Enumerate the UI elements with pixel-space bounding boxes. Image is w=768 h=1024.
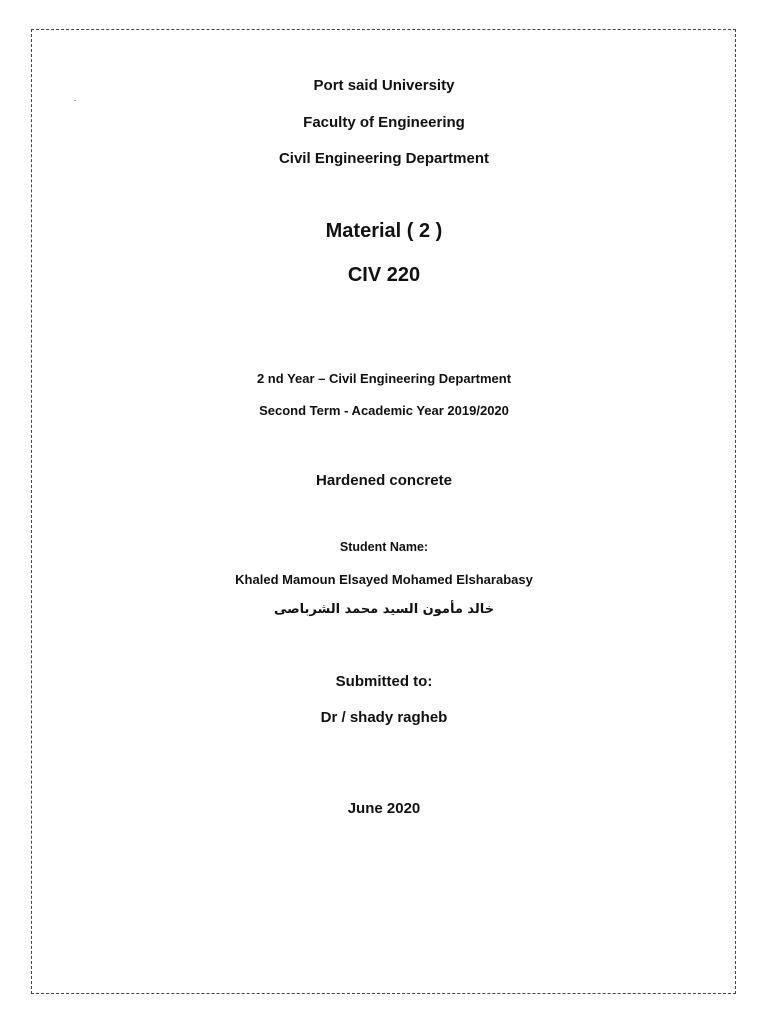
year-line: 2 nd Year – Civil Engineering Department [256,371,512,386]
instructor-name: Dr / shady ragheb [320,709,448,726]
page-border [31,29,736,994]
submitted-to-label: Submitted to: [335,673,433,690]
course-code: CIV 220 [347,264,421,286]
department-name: Civil Engineering Department [278,150,490,167]
faculty-name: Faculty of Engineering [303,114,465,131]
student-name-arabic: خالد مأمون السيد محمد الشرباصى [273,602,495,617]
report-topic: Hardened concrete [316,472,452,489]
stray-mark [74,100,76,101]
submission-date: June 2020 [347,800,421,817]
term-line: Second Term - Academic Year 2019/2020 [259,403,509,418]
university-name: Port said University [313,77,455,94]
student-name-english: Khaled Mamoun Elsayed Mohamed Elsharabasy [235,572,533,587]
student-name-label: Student Name: [339,540,429,554]
course-name: Material ( 2 ) [325,220,443,242]
